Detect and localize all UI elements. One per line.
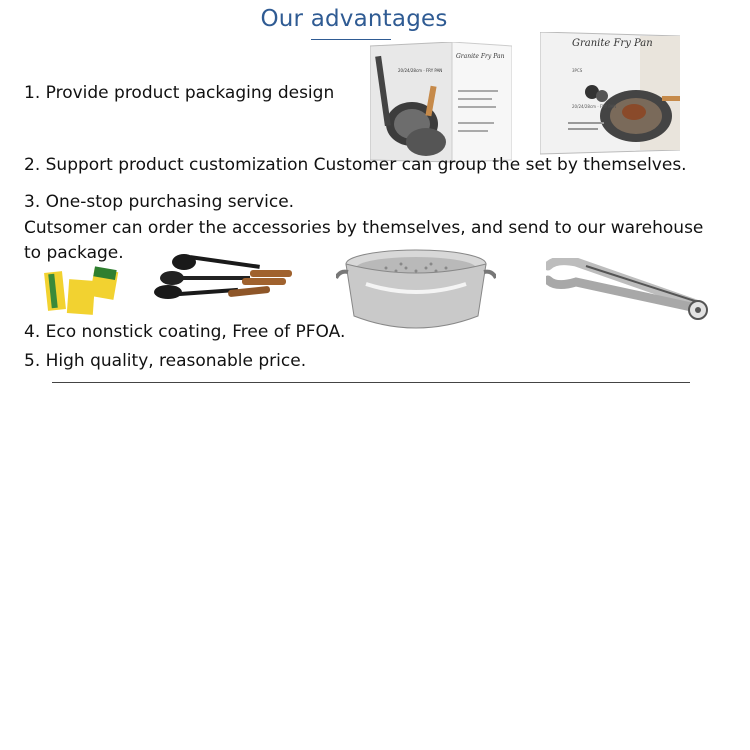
advantage-3: 3. One-stop purchasing service.: [24, 192, 295, 212]
box1-brand: Granite Fry Pan: [456, 53, 505, 60]
advantage-3-detail: Cutsomer can order the accessories by themselves, and send to our warehouse: [24, 218, 704, 238]
advantage-5: 5. High quality, reasonable price.: [24, 351, 307, 371]
box2-brand: Granite Fry Pan: [572, 38, 653, 49]
tongs-icon: [546, 258, 712, 328]
utensils-icon: [150, 248, 300, 304]
advantage-3-detail-cont: to package.: [24, 243, 124, 263]
page-title: Our advantages: [260, 6, 448, 32]
advantage-1: 1. Provide product packaging design: [24, 83, 335, 103]
box2-pcs: 3PCS: [572, 68, 583, 73]
packaging-box-image-1: [370, 42, 512, 164]
packaging-box-image-2: [540, 32, 680, 156]
advantage-2: 2. Support product customization Customer can group the set by themselves.: [24, 155, 687, 175]
box2-size: 20/24/28cm · FRY PAN: [572, 104, 617, 109]
sponge-icon: [42, 266, 122, 316]
steamer-icon: [336, 244, 496, 340]
divider: [52, 382, 690, 383]
box1-size: 20/24/28cm · FRY PAN: [398, 68, 443, 73]
advantage-4: 4. Eco nonstick coating, Free of PFOA.: [24, 322, 346, 342]
title-underline: [311, 39, 391, 40]
